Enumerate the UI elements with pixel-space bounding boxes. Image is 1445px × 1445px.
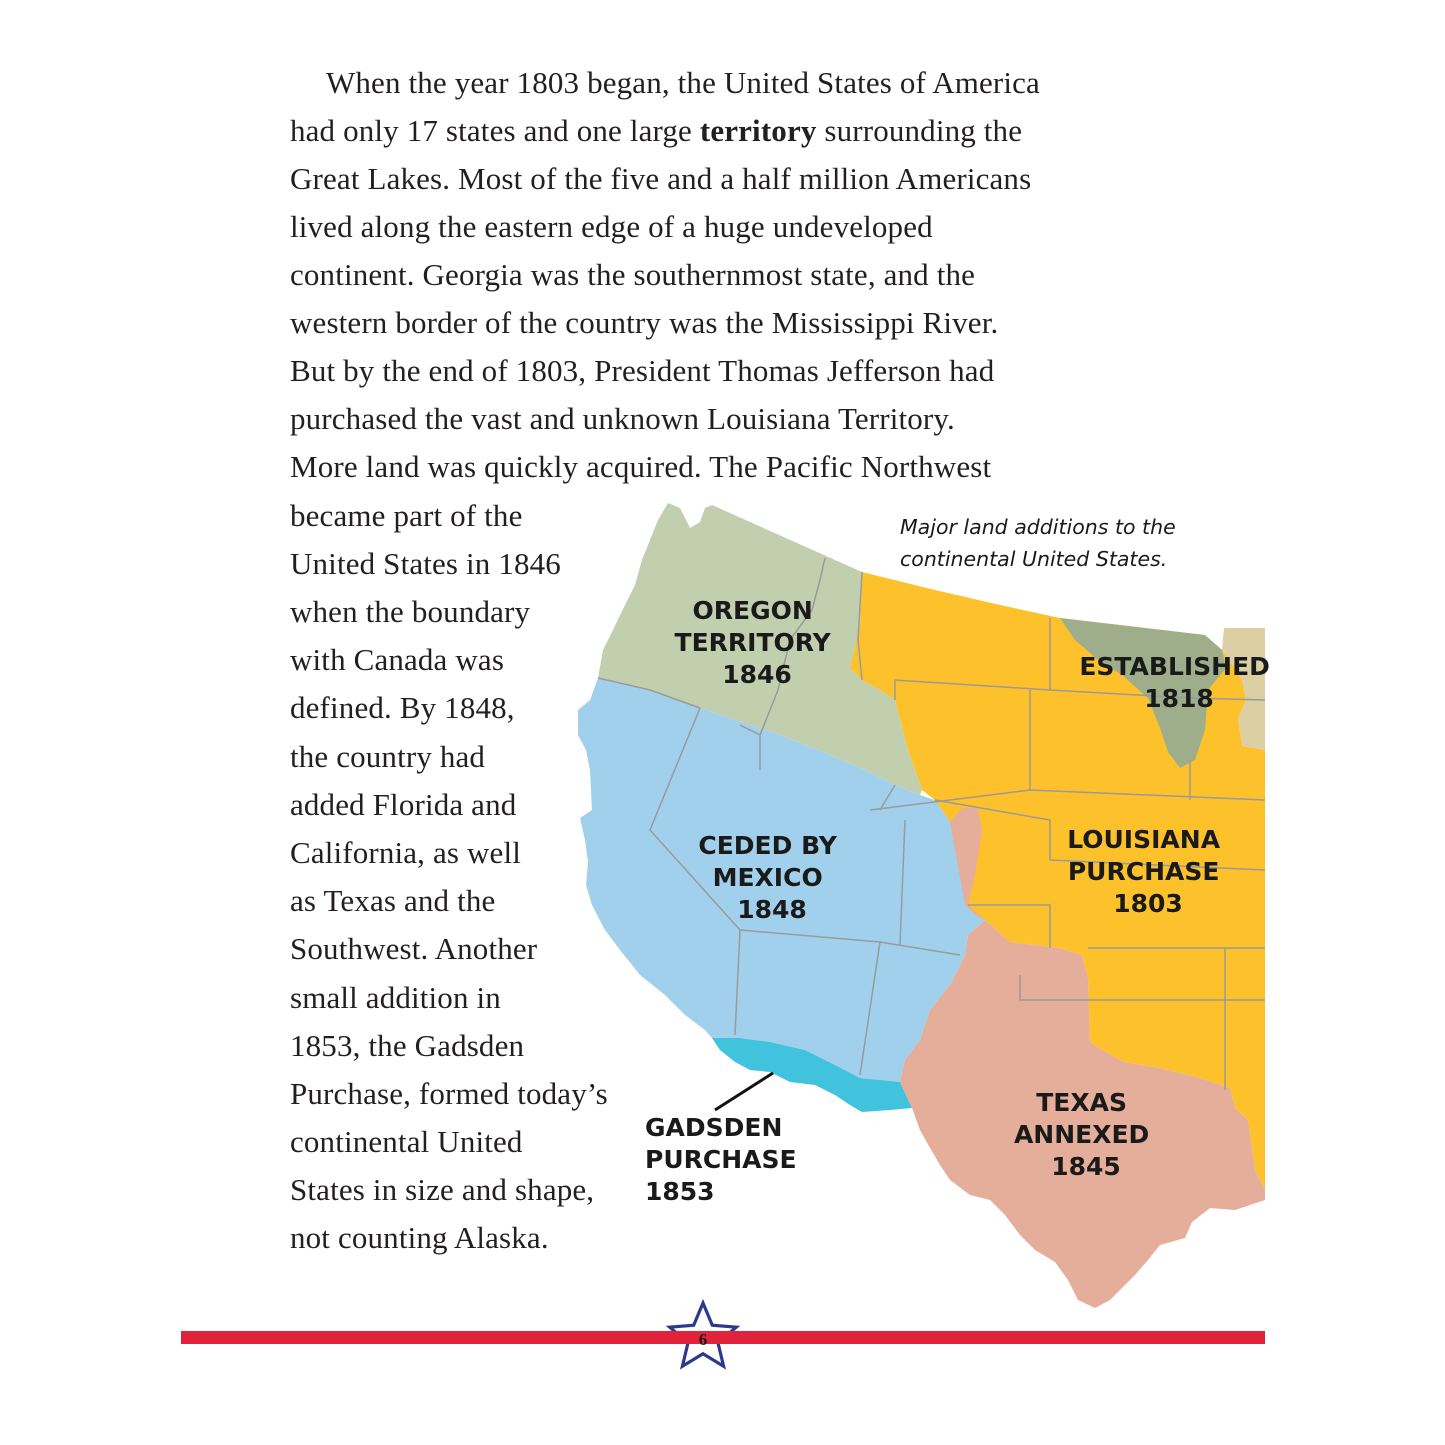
oregon-label-line: OREGON [692,596,813,625]
mexico-label-line: MEXICO [712,863,823,892]
text-line: Purchase, formed today’s [290,1076,608,1111]
text-line: defined. By 1848, [290,690,515,725]
established-label-line: 1818 [1144,684,1214,713]
text-line: added Florida and [290,787,517,822]
louisiana-label-line: LOUISIANA [1067,825,1221,854]
established-label-line: ESTABLISHED [1079,652,1270,681]
text-line: became part of the [290,498,523,533]
gadsden-pointer-line [715,1073,773,1110]
oregon-label-line: TERRITORY [674,628,831,657]
text-line: purchased the vast and unknown Louisiana Territory. [290,401,955,436]
text-fragment: surrounding the [816,113,1023,148]
text-line: as Texas and the [290,883,496,918]
page-number: 6 [698,1330,708,1349]
text-fragment: had only 17 states and one large [290,113,700,148]
text-line: United States in 1846 [290,546,561,581]
text-line: continent. Georgia was the southernmost state, and the [290,257,976,292]
gadsden-label [645,1113,805,1206]
text-line: States in size and shape, [290,1172,595,1207]
mexico-label-line: 1848 [737,895,807,924]
mexico-label-line: CEDED BY [698,831,837,860]
text-line: When the year 1803 began, the United States of America [326,65,1040,100]
gadsden-label-line: GADSDEN [645,1113,783,1142]
louisiana-label-line: PURCHASE [1067,857,1220,886]
glossary-term: territory [699,113,817,148]
gadsden-label-line: 1853 [645,1177,715,1206]
map-caption-line: Major land additions to the [900,515,1176,539]
map-caption-line: continental United States. [900,547,1168,571]
louisiana-label-line: 1803 [1113,889,1183,918]
text-line: when the boundary [290,594,531,629]
text-line: But by the end of 1803, President Thomas Jefferson had [290,353,995,388]
texas-label-line: TEXAS [1036,1088,1128,1117]
text-line: not counting Alaska. [290,1220,549,1255]
text-line: with Canada was [290,642,505,677]
texas-label-line: 1845 [1051,1152,1121,1181]
text-line: the country had [290,739,486,774]
text-line: California, as well [290,835,521,870]
footer-rule [181,1331,1265,1344]
oregon-label-line: 1846 [722,660,792,689]
text-line: Southwest. Another [290,931,538,966]
text-line: 1853, the Gadsden [290,1028,525,1063]
text-line: More land was quickly acquired. The Pacific Northwest [290,449,992,484]
texas-label-line: ANNEXED [1013,1120,1150,1149]
text-line: Great Lakes. Most of the five and a half million Americans [290,161,1032,196]
text-line: western border of the country was the Mississippi River. [290,305,999,340]
text-line: continental United [290,1124,523,1159]
text-line: small addition in [290,980,501,1015]
gadsden-label-line: PURCHASE [645,1145,797,1174]
text-line: lived along the eastern edge of a huge undeveloped [290,209,933,244]
